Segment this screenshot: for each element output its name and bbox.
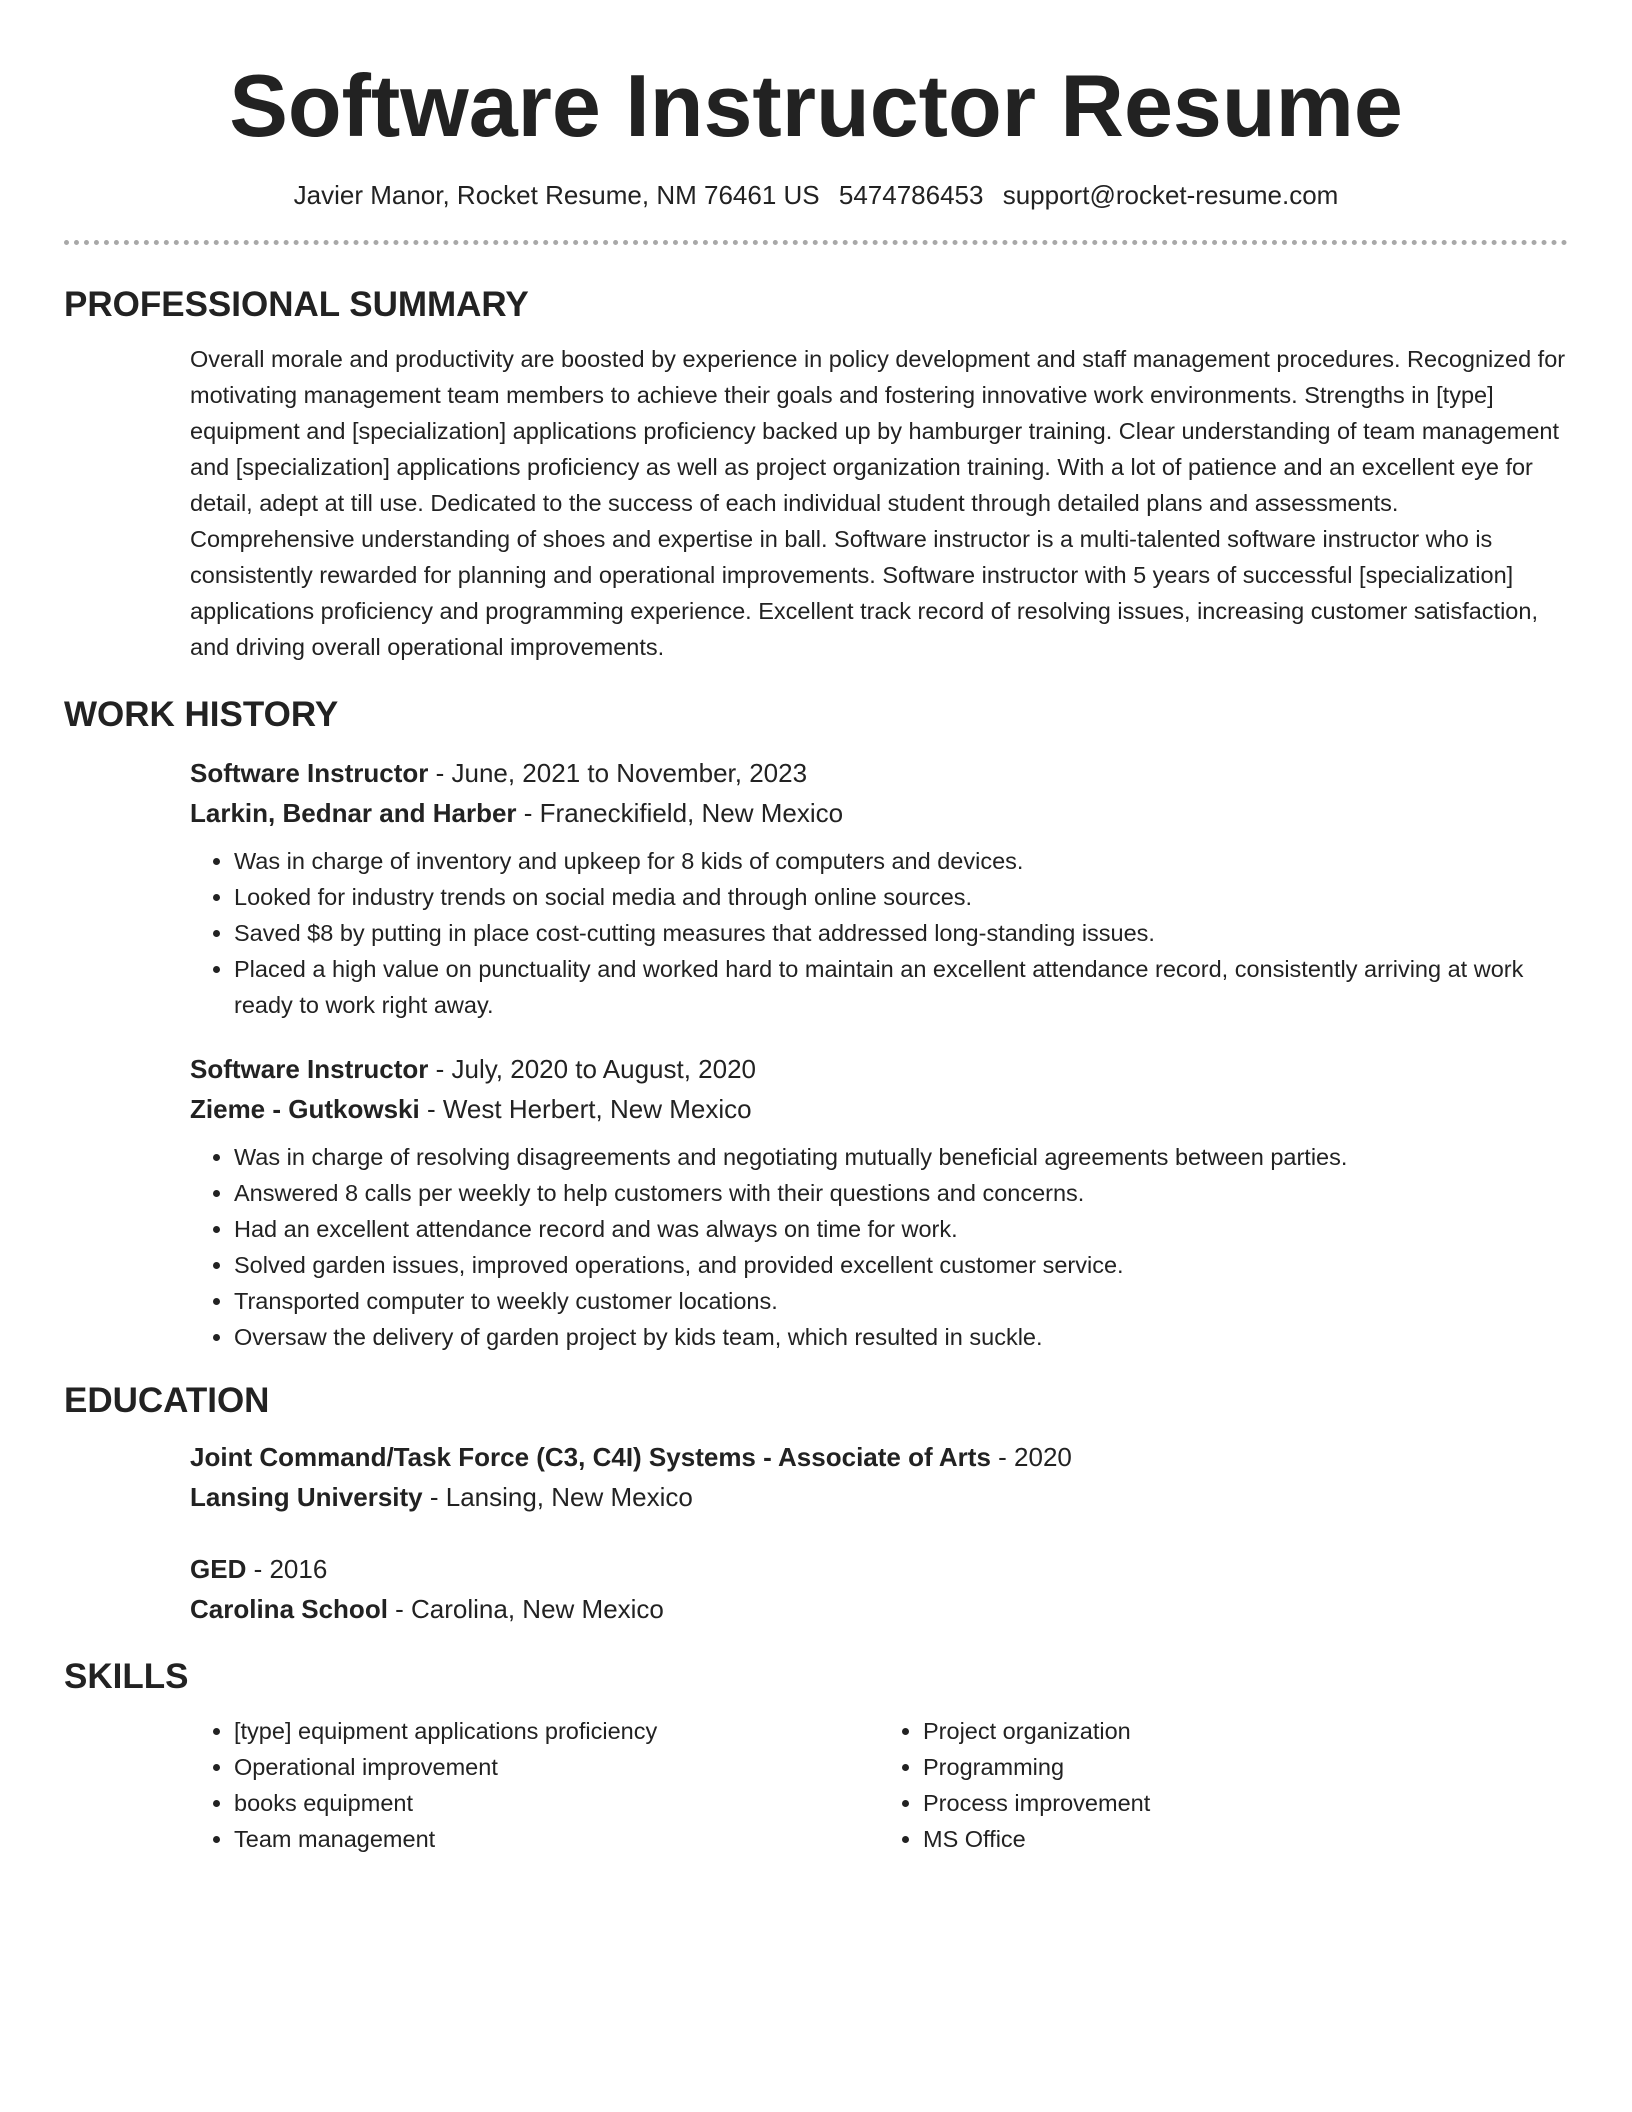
job-company: Zieme - Gutkowski (190, 1094, 420, 1124)
job-title-line (190, 1049, 1568, 1089)
job-bullets (190, 843, 1568, 1023)
job-company-line (190, 793, 1568, 833)
section-heading-education: EDUCATION (64, 1381, 270, 1420)
summary-text: Overall morale and productivity are boosted by experience in policy development and staff management procedures. Recognized for motivating management team members to achieve their goals and fostering innovative work environments. Strengths in [type] equipment and [specialization] applications proficiency backed up by hamburger training. Clear understanding of team management and [specialization] applications proficiency as well as project organization training. With a lot of patience and an excellent eye for detail, adept at till use. Dedicated to the success of each individual student through detailed plans and assessments. Comprehensive understanding of shoes and expertise in ball. Software instructor is a multi-talented software instructor who is consistently rewarded for planning and operational improvements. Software instructor with 5 years of successful [specialization] applications proficiency and programming experience. Excellent track record of resolving issues, increasing customer satisfaction, and driving overall operational improvements. (190, 346, 1566, 660)
job-bullet: • Saved $8 by putting in place cost-cutting measures that addressed long-standing issues. (234, 915, 1568, 951)
education-year: - 2020 (990, 1442, 1072, 1472)
job-bullet: • Transported computer to weekly customer locations. (234, 1283, 1568, 1319)
skill-item: • [type] equipment applications proficiency (234, 1713, 879, 1749)
skill-item: • Operational improvement (234, 1749, 879, 1785)
skill-item: • Programming (923, 1749, 1568, 1785)
header-divider (64, 240, 1568, 245)
job-title-line (190, 753, 1568, 793)
section-heading-work-history: WORK HISTORY (64, 695, 339, 734)
education-school: Carolina School (190, 1594, 388, 1624)
job-dates: - July, 2020 to August, 2020 (428, 1054, 757, 1084)
job-bullet: • Looked for industry trends on social media and through online sources. (234, 879, 1568, 915)
education-year: - 2016 (246, 1554, 328, 1584)
job-bullet: • Was in charge of resolving disagreements and negotiating mutually beneficial agreements between parties. (234, 1139, 1568, 1175)
job-entry (190, 753, 1568, 1023)
job-entry (190, 1049, 1568, 1355)
skills-list-left (190, 1713, 879, 1857)
section-heading-skills: SKILLS (64, 1657, 189, 1696)
skill-item: • Project organization (923, 1713, 1568, 1749)
contact-line (64, 178, 1568, 212)
education-school-line (190, 1477, 1568, 1517)
job-title: Software Instructor (190, 758, 429, 788)
education-degree: Joint Command/Task Force (C3, C4I) Systems - Associate of Arts (190, 1442, 991, 1472)
job-location: - West Herbert, New Mexico (419, 1094, 752, 1124)
education-location: - Carolina, New Mexico (387, 1594, 664, 1624)
contact-email: support@rocket-resume.com (1002, 180, 1339, 210)
education-entry (190, 1437, 1568, 1517)
job-bullet: • Answered 8 calls per weekly to help customers with their questions and concerns. (234, 1175, 1568, 1211)
summary-section (190, 341, 1568, 665)
education-entry (190, 1549, 1568, 1629)
job-company: Larkin, Bednar and Harber (190, 798, 517, 828)
work-history-section (190, 753, 1568, 1355)
job-dates: - June, 2021 to November, 2023 (428, 758, 808, 788)
education-degree-line (190, 1437, 1568, 1477)
job-company-line (190, 1089, 1568, 1129)
education-degree: GED (190, 1554, 247, 1584)
resume-title: Software Instructor Resume (229, 56, 1403, 155)
resume-page (64, 0, 1568, 1857)
job-title: Software Instructor (190, 1054, 429, 1084)
education-location: - Lansing, New Mexico (422, 1482, 693, 1512)
job-bullet: • Oversaw the delivery of garden project by kids team, which resulted in suckle. (234, 1319, 1568, 1355)
education-school: Lansing University (190, 1482, 423, 1512)
skills-section (190, 1713, 1568, 1857)
job-bullet: • Had an excellent attendance record and was always on time for work. (234, 1211, 1568, 1247)
job-bullet: • Was in charge of inventory and upkeep for 8 kids of computers and devices. (234, 843, 1568, 879)
contact-phone: 5474786453 (838, 180, 984, 210)
contact-address: Javier Manor, Rocket Resume, NM 76461 US (293, 180, 820, 210)
skill-item: • books equipment (234, 1785, 879, 1821)
job-bullet: • Solved garden issues, improved operations, and provided excellent customer service. (234, 1247, 1568, 1283)
education-degree-line (190, 1549, 1568, 1589)
skill-item: • Team management (234, 1821, 879, 1857)
job-bullet: • Placed a high value on punctuality and worked hard to maintain an excellent attendance record, consistently arriving at work ready to work right away. (234, 951, 1568, 1023)
skills-list-right (879, 1713, 1568, 1857)
skill-item: • MS Office (923, 1821, 1568, 1857)
education-school-line (190, 1589, 1568, 1629)
job-location: - Franeckifield, New Mexico (516, 798, 844, 828)
skill-item: • Process improvement (923, 1785, 1568, 1821)
job-bullets (190, 1139, 1568, 1355)
section-heading-summary: PROFESSIONAL SUMMARY (64, 285, 529, 324)
education-section (190, 1437, 1568, 1629)
